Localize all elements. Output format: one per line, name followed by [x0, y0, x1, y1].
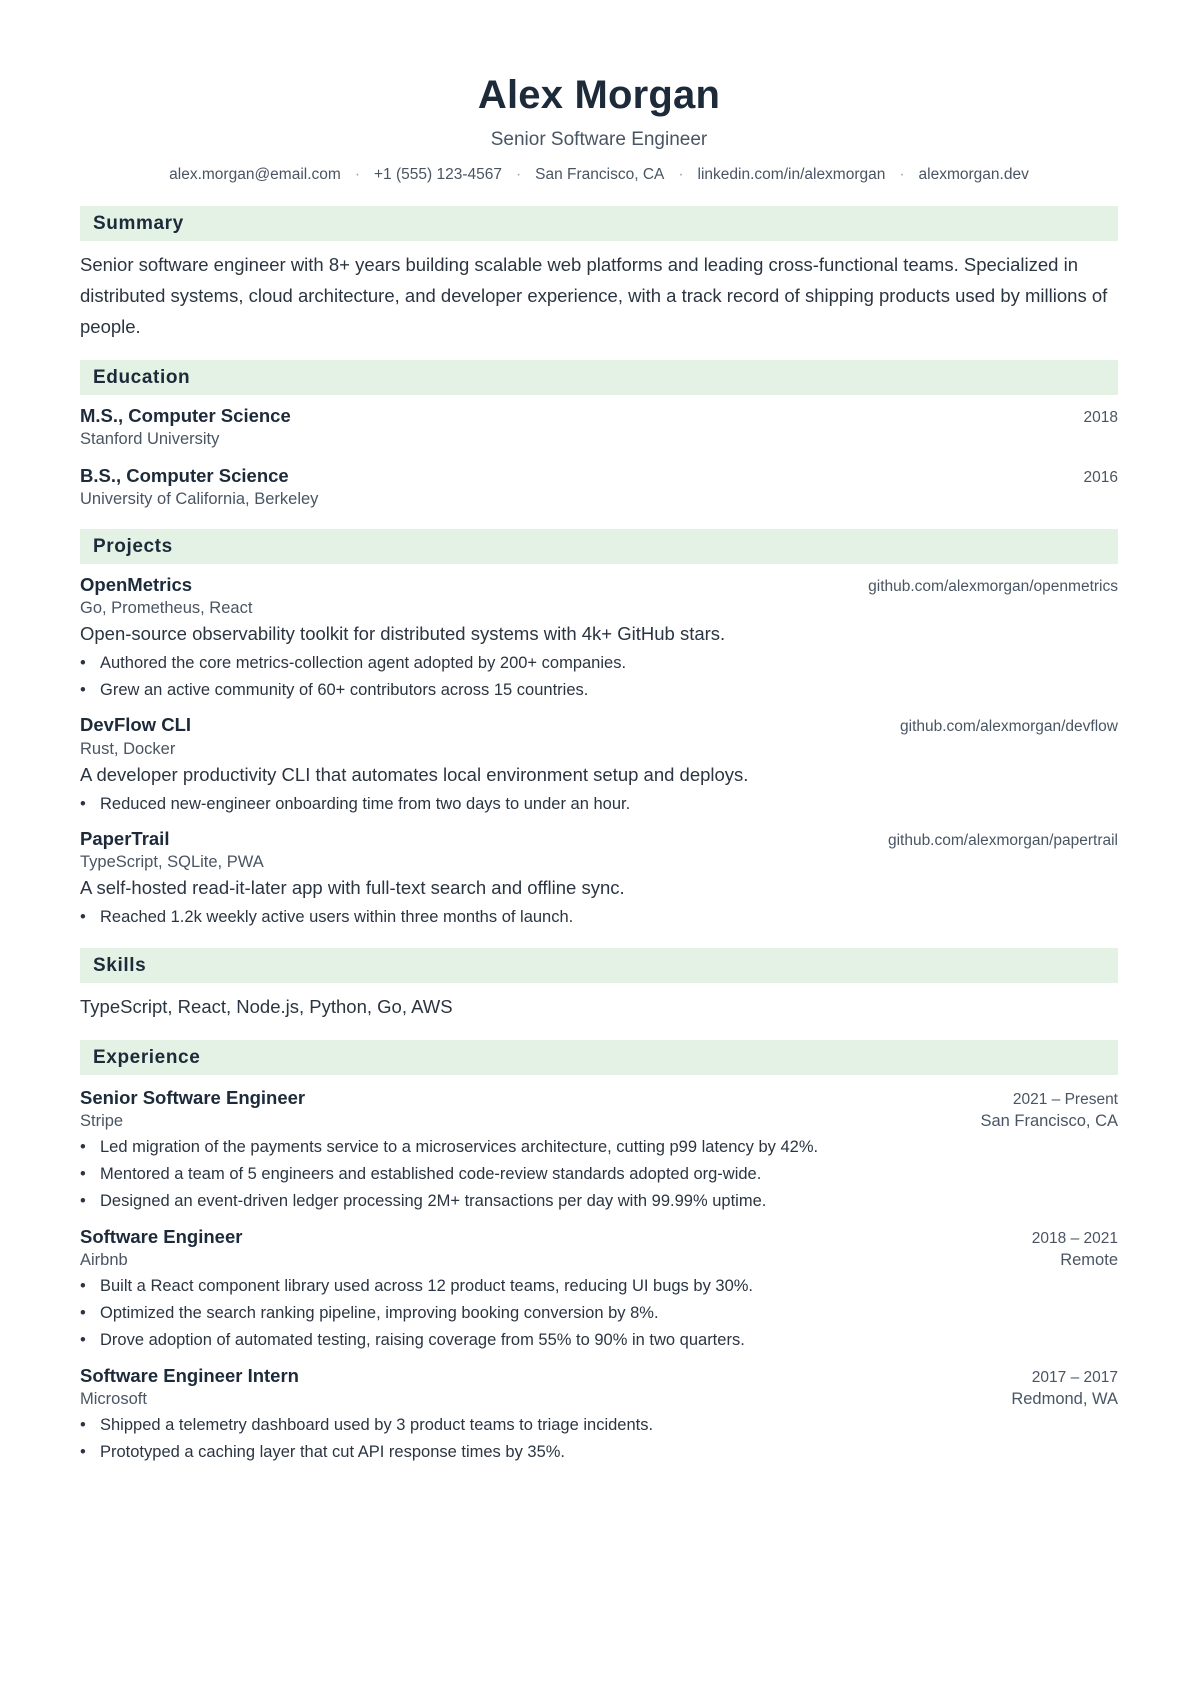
bullet-item: • Reduced new-engineer onboarding time from two days to under an hour.	[80, 791, 1118, 818]
project-name: OpenMetrics	[80, 574, 193, 595]
graduation-year: 2016	[1083, 469, 1118, 486]
education-entry	[80, 465, 1118, 509]
company-name: Airbnb	[80, 1251, 128, 1269]
project-description: Open-source observability toolkit for distributed systems with 4k+ GitHub stars.	[80, 623, 726, 644]
section-heading-education: Education	[80, 360, 1118, 395]
degree-title: M.S., Computer Science	[80, 405, 291, 426]
job-location: San Francisco, CA	[980, 1112, 1118, 1130]
project-name: DevFlow CLI	[80, 714, 192, 735]
contact-separator: ·	[678, 166, 684, 183]
bullet-item: • Designed an event-driven ledger processing 2M+ transactions per day with 99.99% uptime.	[80, 1188, 1118, 1215]
section-heading-summary: Summary	[80, 206, 1118, 241]
contact-email[interactable]: alex.morgan@email.com	[169, 166, 341, 183]
project-tech: Go, Prometheus, React	[80, 599, 253, 617]
job-dates: 2021 – Present	[1012, 1091, 1118, 1108]
contact-phone[interactable]: +1 (555) 123-4567	[374, 166, 502, 183]
contact-separator: ·	[899, 166, 905, 183]
contact-separator: ·	[354, 166, 360, 183]
job-location: Remote	[1060, 1251, 1118, 1269]
bullet-item: • Built a React component library used across 12 product teams, reducing UI bugs by 30%.	[80, 1273, 1118, 1300]
job-dates: 2018 – 2021	[1031, 1230, 1118, 1247]
bullet-item: • Mentored a team of 5 engineers and established code-review standards adopted org-wide.	[80, 1161, 1118, 1188]
bullet-item: • Grew an active community of 60+ contributors across 15 countries.	[80, 677, 1118, 704]
education-entry	[80, 405, 1118, 449]
job-role: Software Engineer Intern	[80, 1365, 299, 1386]
bullet-item: • Prototyped a caching layer that cut API response times by 35%.	[80, 1439, 1118, 1466]
section-heading-projects: Projects	[80, 529, 1118, 564]
summary-text: Senior software engineer with 8+ years building scalable web platforms and leading cross-functional teams. Specialized in distributed systems, cloud architecture, and developer experience, with a track record of shipping products used by millions of people.	[80, 254, 1108, 337]
experience-entry	[80, 1226, 1118, 1354]
project-tech: Rust, Docker	[80, 740, 176, 758]
contact-website[interactable]: alexmorgan.dev	[918, 166, 1029, 183]
project-bullets	[80, 791, 1118, 818]
bullet-item: • Optimized the search ranking pipeline, improving booking conversion by 8%.	[80, 1300, 1118, 1327]
project-bullets	[80, 904, 1118, 931]
project-description: A developer productivity CLI that automates local environment setup and deploys.	[80, 764, 749, 785]
project-link[interactable]: github.com/alexmorgan/devflow	[900, 718, 1118, 735]
bullet-item: • Shipped a telemetry dashboard used by 3 product teams to triage incidents.	[80, 1412, 1118, 1439]
project-description: A self-hosted read-it-later app with full-text search and offline sync.	[80, 877, 625, 898]
contact-location: San Francisco, CA	[535, 166, 665, 183]
project-entry	[80, 574, 1118, 704]
project-name: PaperTrail	[80, 828, 170, 849]
project-link[interactable]: github.com/alexmorgan/openmetrics	[868, 578, 1118, 595]
company-name: Stripe	[80, 1112, 124, 1130]
school-name: University of California, Berkeley	[80, 490, 319, 508]
degree-title: B.S., Computer Science	[80, 465, 289, 486]
job-role: Software Engineer	[80, 1226, 243, 1247]
experience-entry	[80, 1365, 1118, 1466]
candidate-name: Alex Morgan	[477, 73, 721, 117]
contact-separator: ·	[515, 166, 522, 183]
contact-line	[80, 165, 1118, 185]
experience-bullets	[80, 1273, 1118, 1354]
job-dates: 2017 – 2017	[1031, 1369, 1118, 1386]
job-role: Senior Software Engineer	[80, 1087, 306, 1108]
section-heading-experience: Experience	[80, 1040, 1118, 1075]
job-location: Redmond, WA	[1011, 1390, 1118, 1408]
project-tech: TypeScript, SQLite, PWA	[80, 853, 264, 871]
bullet-item: • Drove adoption of automated testing, raising coverage from 55% to 90% in two quarters.	[80, 1327, 1118, 1354]
project-entry	[80, 828, 1118, 931]
company-name: Microsoft	[80, 1390, 147, 1408]
bullet-item: • Reached 1.2k weekly active users within three months of launch.	[80, 904, 1118, 931]
bullet-item: • Led migration of the payments service to a microservices architecture, cutting p99 latency by 42%.	[80, 1134, 1118, 1161]
bullet-item: • Authored the core metrics-collection agent adopted by 200+ companies.	[80, 650, 1118, 677]
skills-list: TypeScript, React, Node.js, Python, Go, AWS	[80, 996, 453, 1017]
experience-bullets	[80, 1134, 1118, 1215]
resume-page	[80, 0, 1118, 1466]
contact-linkedin[interactable]: linkedin.com/in/alexmorgan	[697, 166, 886, 183]
graduation-year: 2018	[1083, 409, 1118, 426]
project-bullets	[80, 650, 1118, 704]
school-name: Stanford University	[80, 430, 220, 448]
section-heading-skills: Skills	[80, 948, 1118, 983]
project-link[interactable]: github.com/alexmorgan/papertrail	[887, 832, 1118, 849]
experience-entry	[80, 1087, 1118, 1215]
project-entry	[80, 714, 1118, 818]
candidate-title: Senior Software Engineer	[490, 129, 708, 150]
experience-bullets	[80, 1412, 1118, 1466]
